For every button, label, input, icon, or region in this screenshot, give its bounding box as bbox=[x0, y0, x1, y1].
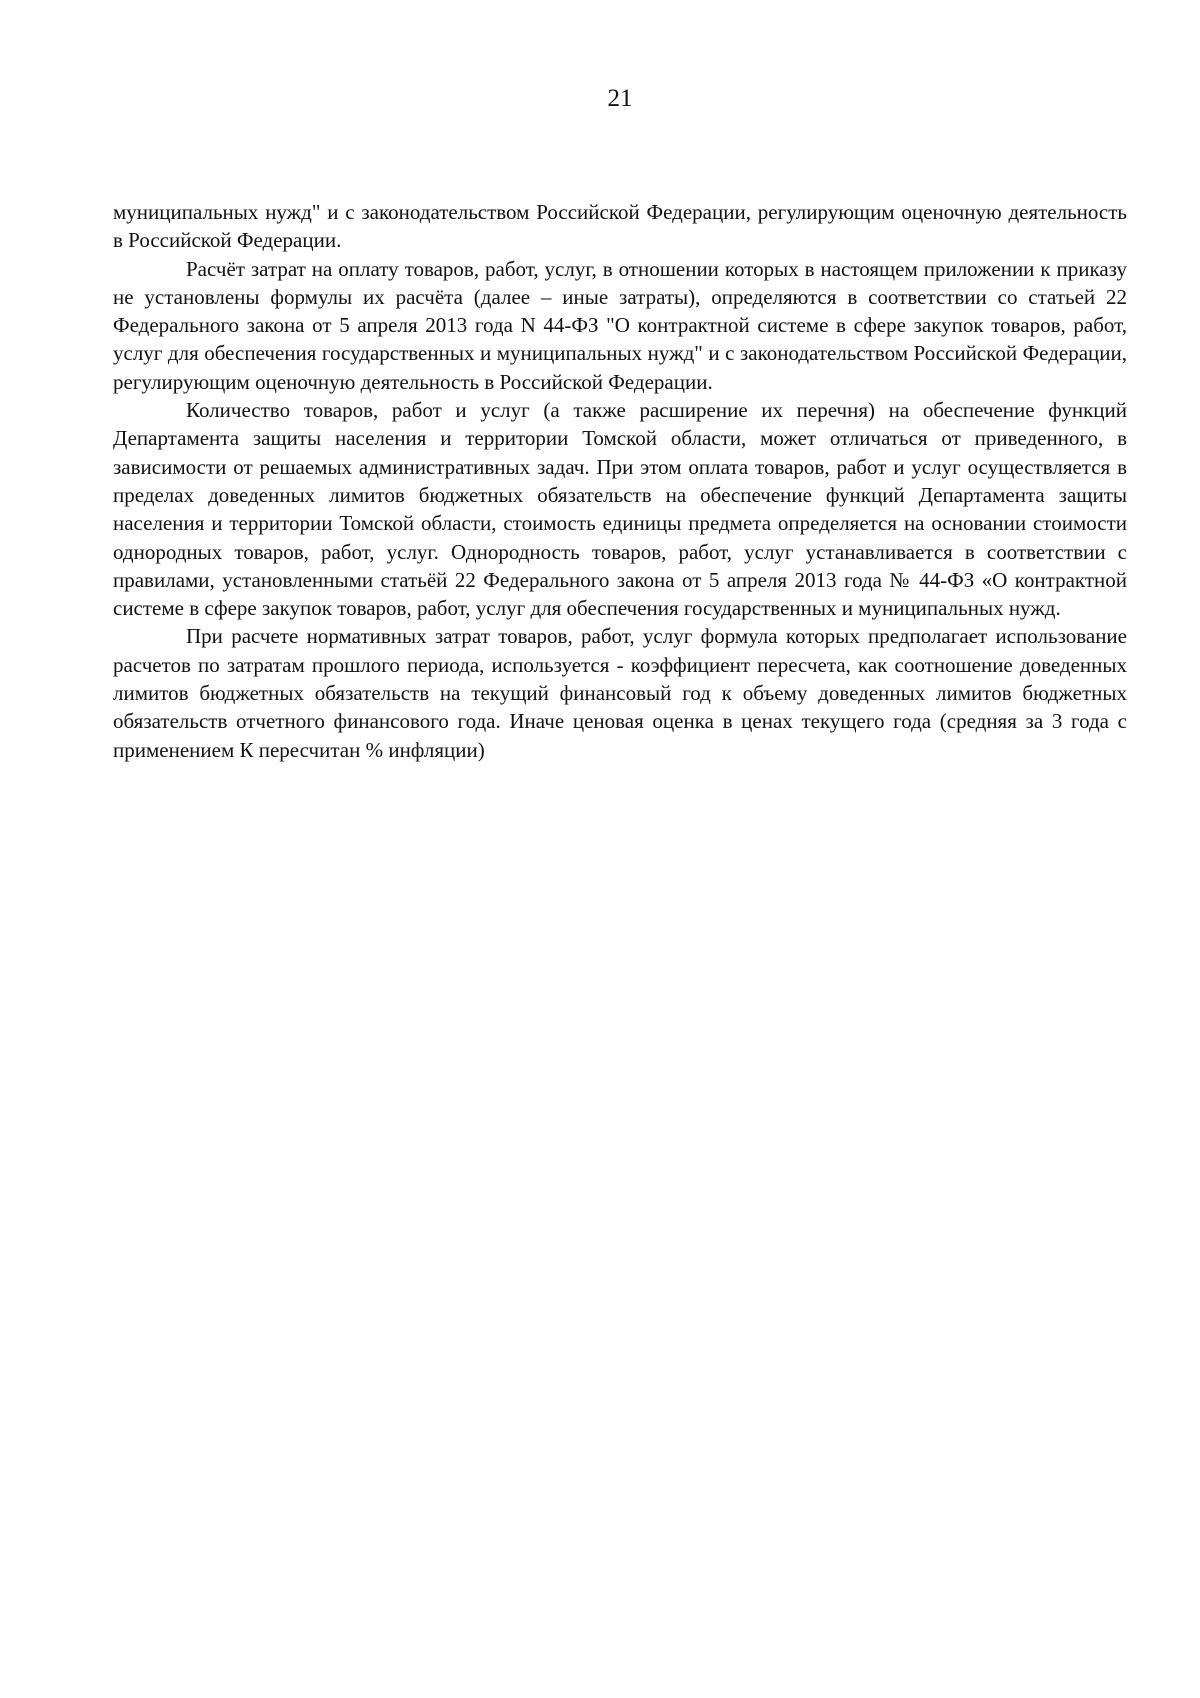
document-body bbox=[113, 198, 1127, 764]
paragraph-quantity-of-goods: Количество товаров, работ и услуг (а также расширение их перечня) на обеспечение функций Департамента защиты населения и территории Томской области, может отличаться от приведенного, в зависимости от решаемых административных задач. При этом оплата товаров, работ и услуг осуществляется в пределах доведенных лимитов бюджетных обязательств на обеспечение функций Департамента защиты населения и территории Томской области, стоимость единицы предмета определяется на основании стоимости однородных товаров, работ, услуг. Однородность товаров, работ, услуг устанавливается в соответствии с правилами, установленными статьёй 22 Федерального закона от 5 апреля 2013 года № 44-ФЗ «О контрактной системе в сфере закупок товаров, работ, услуг для обеспечения государственных и муниципальных нужд. bbox=[113, 398, 1127, 621]
paragraph-continuation: муниципальных нужд" и с законодательством Российской Федерации, регулирующим оценочную деятельность в Российской Федерации. bbox=[113, 200, 1127, 253]
paragraph-normative-costs-calculation: При расчете нормативных затрат товаров, работ, услуг формула которых предполагает использование расчетов по затратам прошлого периода, используется - коэффициент пересчета, как соотношение доведенных лимитов бюджетных обязательств на текущий финансовый год к объему доведенных лимитов бюджетных обязательств отчетного финансового года. Иначе ценовая оценка в ценах текущего года (средняя за 3 года с применением К пересчитан % инфляции) bbox=[113, 624, 1127, 762]
paragraph-other-costs: Расчёт затрат на оплату товаров, работ, услуг, в отношении которых в настоящем приложении к приказу не установлены формулы их расчёта (далее – иные затраты), определяются в соответствии со статьей 22 Федерального закона от 5 апреля 2013 года N 44-ФЗ "О контрактной системе в сфере закупок товаров, работ, услуг для обеспечения государственных и муниципальных нужд" и с законодательством Российской Федерации, регулирующим оценочную деятельность в Российской Федерации. bbox=[113, 256, 1127, 394]
page-number: 21 bbox=[607, 85, 633, 112]
